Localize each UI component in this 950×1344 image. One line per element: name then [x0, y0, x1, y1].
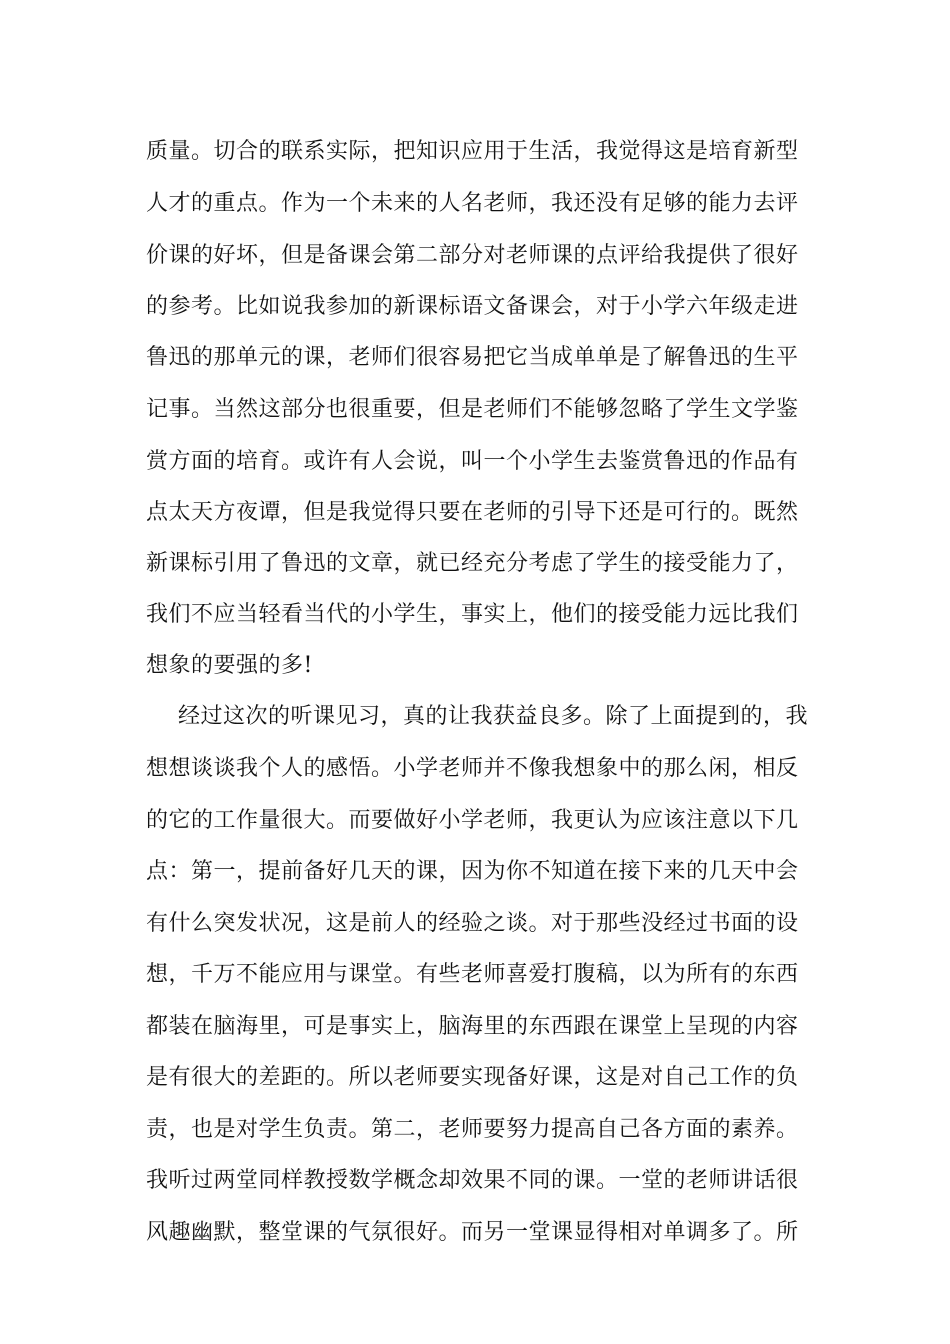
text-line: 我听过两堂同样教授数学概念却效果不同的课。一堂的老师讲话很 — [146, 1168, 799, 1193]
text-line: 的它的工作量很大。而要做好小学老师，我更认为应该注意以下几 — [146, 808, 799, 833]
text-line: 想想谈谈我个人的感悟。小学老师并不像我想象中的那么闲，相反 — [146, 756, 799, 781]
text-line: 都装在脑海里，可是事实上，脑海里的东西跟在课堂上呈现的内容 — [146, 1014, 799, 1039]
text-line: 质量。切合的联系实际，把知识应用于生活，我觉得这是培育新型 — [146, 139, 799, 164]
text-line: 赏方面的培育。或许有人会说，叫一个小学生去鉴赏鲁迅的作品有 — [146, 449, 799, 474]
text-line: 记事。当然这部分也很重要，但是老师们不能够忽略了学生文学鉴 — [146, 397, 799, 422]
text-line: 价课的好坏，但是备课会第二部分对老师课的点评给我提供了很好 — [146, 243, 799, 268]
text-line: 想，千万不能应用与课堂。有些老师喜爱打腹稿，以为所有的东西 — [146, 962, 799, 987]
text-line: 点：第一，提前备好几天的课，因为你不知道在接下来的几天中会 — [146, 859, 799, 884]
text-line: 责，也是对学生负责。第二，老师要努力提高自己各方面的素养。 — [146, 1117, 799, 1142]
text-line: 人才的重点。作为一个未来的人名老师，我还没有足够的能力去评 — [146, 191, 799, 216]
text-line: 鲁迅的那单元的课，老师们很容易把它当成单单是了解鲁迅的生平 — [146, 345, 799, 370]
text-line: 有什么突发状况，这是前人的经验之谈。对于那些没经过书面的设 — [146, 911, 799, 936]
text-line: 新课标引用了鲁迅的文章，就已经充分考虑了学生的接受能力了， — [146, 551, 799, 576]
text-line: 想象的要强的多! — [146, 653, 313, 678]
text-line: 是有很大的差距的。所以老师要实现备好课，这是对自己工作的负 — [146, 1065, 799, 1090]
text-line: 的参考。比如说我参加的新课标语文备课会，对于小学六年级走进 — [146, 294, 799, 319]
text-line: 我们不应当轻看当代的小学生，事实上，他们的接受能力远比我们 — [146, 602, 799, 627]
text-line: 点太天方夜谭，但是我觉得只要在老师的引导下还是可行的。既然 — [146, 500, 799, 525]
text-line: 经过这次的听课见习，真的让我获益良多。除了上面提到的，我 — [178, 704, 809, 729]
text-line: 风趣幽默，整堂课的气氛很好。而另一堂课显得相对单调多了。所 — [146, 1220, 799, 1245]
